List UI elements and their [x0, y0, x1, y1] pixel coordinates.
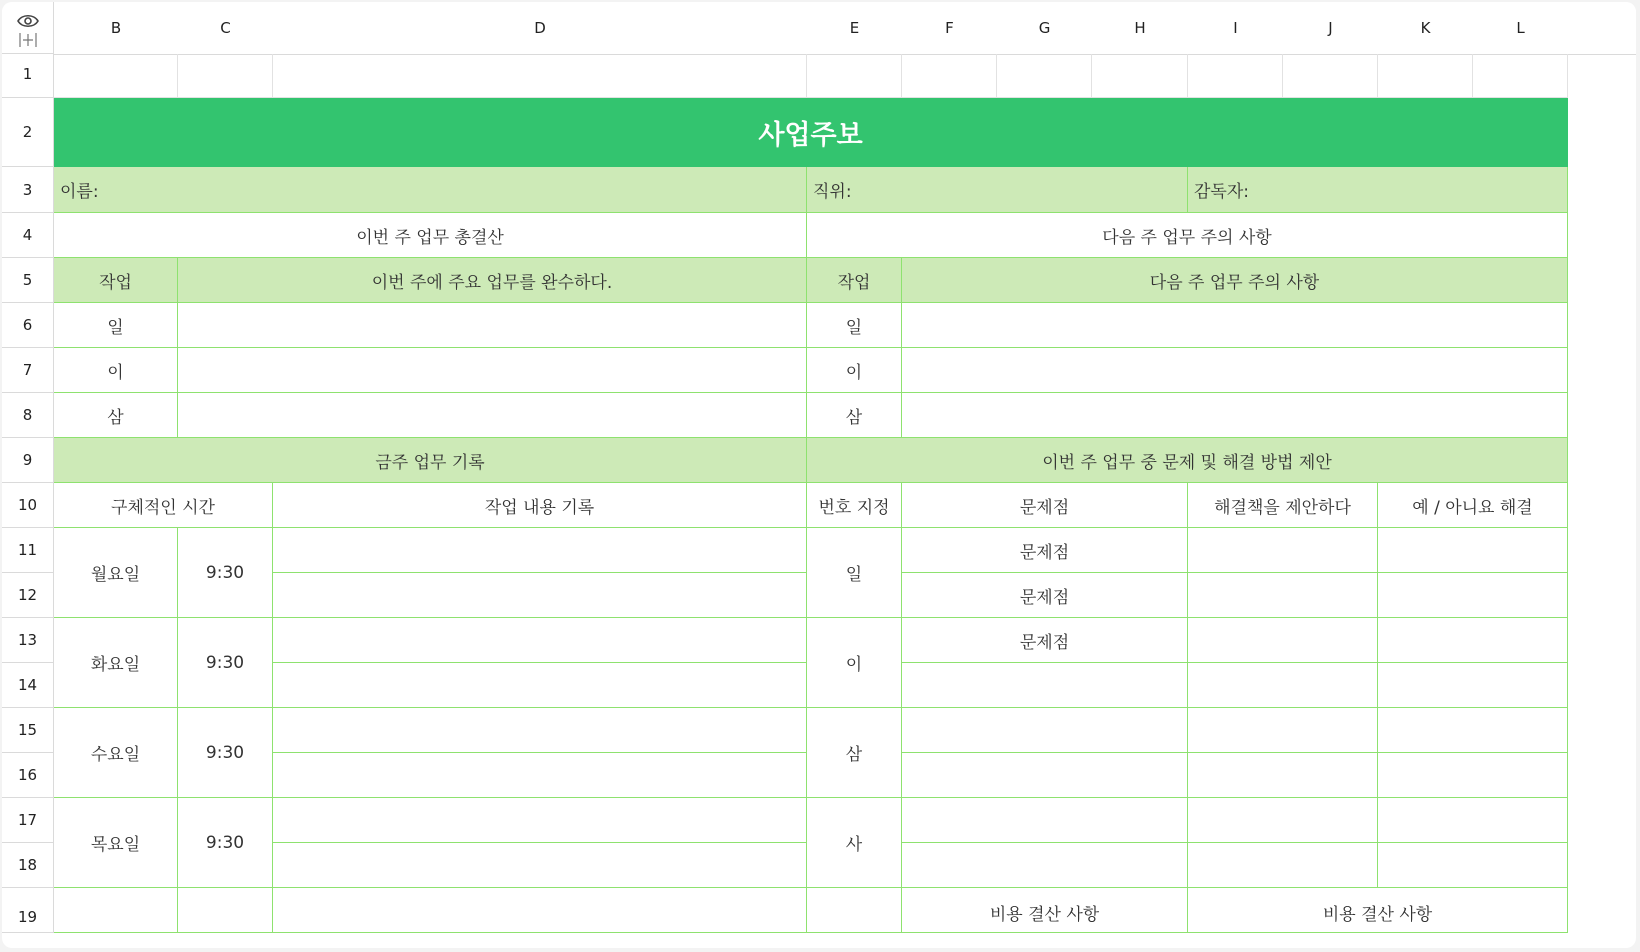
eye-icon[interactable]	[17, 13, 39, 29]
yes-no-cell[interactable]	[1378, 843, 1568, 888]
day-cell[interactable]: 화요일	[54, 618, 178, 708]
row-header-11[interactable]: 11	[2, 528, 54, 573]
column-header-k[interactable]: K	[1378, 2, 1474, 55]
time-cell[interactable]: 9:30	[178, 618, 273, 708]
sheet-corner[interactable]	[2, 2, 54, 54]
row-header-5[interactable]: 5	[2, 258, 54, 303]
next-week-header[interactable]: 다음 주 업무 주의 사항	[902, 258, 1568, 303]
work-content-cell[interactable]	[273, 528, 807, 573]
yes-no-cell[interactable]	[1378, 573, 1568, 618]
cell-k1[interactable]	[1378, 54, 1473, 98]
problem-cell[interactable]: 문제점	[902, 618, 1188, 663]
next-task-number-cell[interactable]: 이	[807, 348, 902, 393]
task-number-cell[interactable]: 일	[54, 303, 178, 348]
column-header-h[interactable]: H	[1092, 2, 1189, 55]
work-content-cell[interactable]	[273, 798, 807, 843]
row-header-15[interactable]: 15	[2, 708, 54, 753]
expense-summary-cell-right[interactable]: 비용 결산 사항	[1188, 888, 1568, 933]
work-content-cell[interactable]	[273, 573, 807, 618]
solution-cell[interactable]	[1188, 708, 1378, 753]
time-cell[interactable]: 9:30	[178, 798, 273, 888]
task-entry-cell[interactable]	[178, 303, 807, 348]
task-entry-cell[interactable]	[178, 393, 807, 438]
solution-cell[interactable]	[1188, 798, 1378, 843]
number-assign-header[interactable]: 번호 지정	[807, 483, 902, 528]
row-header-1[interactable]: 1	[2, 54, 54, 98]
problem-number-cell[interactable]: 삼	[807, 708, 902, 798]
row-header-7[interactable]: 7	[2, 348, 54, 393]
solution-cell[interactable]	[1188, 753, 1378, 798]
column-header-i[interactable]: I	[1188, 2, 1284, 55]
row-header-18[interactable]: 18	[2, 843, 54, 888]
work-content-cell[interactable]	[273, 708, 807, 753]
work-log-heading[interactable]: 금주 업무 기록	[54, 438, 807, 483]
cell-f1[interactable]	[902, 54, 997, 98]
yes-no-cell[interactable]	[1378, 708, 1568, 753]
problem-cell[interactable]	[902, 708, 1188, 753]
column-header-e[interactable]: E	[807, 2, 903, 55]
column-header-j[interactable]: J	[1283, 2, 1379, 55]
cell-e1[interactable]	[807, 54, 902, 98]
row-header-3[interactable]: 3	[2, 167, 54, 213]
cell-e19[interactable]	[807, 888, 902, 933]
solution-cell[interactable]	[1188, 843, 1378, 888]
cell-g1[interactable]	[997, 54, 1092, 98]
expense-summary-cell[interactable]: 비용 결산 사항	[902, 888, 1188, 933]
row-header-4[interactable]: 4	[2, 213, 54, 258]
next-task-number-cell[interactable]: 일	[807, 303, 902, 348]
task-number-cell[interactable]: 삼	[54, 393, 178, 438]
problem-cell[interactable]: 문제점	[902, 528, 1188, 573]
cell-j1[interactable]	[1283, 54, 1378, 98]
row-header-10[interactable]: 10	[2, 483, 54, 528]
name-label[interactable]: 이름:	[54, 167, 807, 213]
problem-cell[interactable]	[902, 753, 1188, 798]
task-header-right[interactable]: 작업	[807, 258, 902, 303]
problem-cell[interactable]	[902, 663, 1188, 708]
column-header-d[interactable]: D	[273, 2, 808, 55]
problems-section-heading[interactable]: 이번 주 업무 중 문제 및 해결 방법 제안	[807, 438, 1568, 483]
report-title[interactable]: 사업주보	[54, 98, 1568, 167]
solution-header[interactable]: 해결책을 제안하다	[1188, 483, 1378, 528]
task-entry-cell[interactable]	[178, 348, 807, 393]
task-number-cell[interactable]: 이	[54, 348, 178, 393]
yes-no-cell[interactable]	[1378, 663, 1568, 708]
problem-cell[interactable]	[902, 798, 1188, 843]
work-content-header[interactable]: 작업 내용 기록	[273, 483, 807, 528]
row-header-9[interactable]: 9	[2, 438, 54, 483]
cell-b1[interactable]	[54, 54, 178, 98]
cell-d19[interactable]	[273, 888, 807, 933]
cell-i1[interactable]	[1188, 54, 1283, 98]
row-header-2[interactable]: 2	[2, 98, 54, 167]
work-content-cell[interactable]	[273, 618, 807, 663]
solution-cell[interactable]	[1188, 663, 1378, 708]
row-header-14[interactable]: 14	[2, 663, 54, 708]
row-header-12[interactable]: 12	[2, 573, 54, 618]
column-header-c[interactable]: C	[178, 2, 274, 55]
row-header-17[interactable]: 17	[2, 798, 54, 843]
day-cell[interactable]: 수요일	[54, 708, 178, 798]
cell-h1[interactable]	[1092, 54, 1188, 98]
day-cell[interactable]: 월요일	[54, 528, 178, 618]
cell-l1[interactable]	[1473, 54, 1568, 98]
cell-c19[interactable]	[178, 888, 273, 933]
cell-c1[interactable]	[178, 54, 273, 98]
next-task-entry-cell[interactable]	[902, 348, 1568, 393]
yes-no-header[interactable]: 예 / 아니요 해결	[1378, 483, 1568, 528]
time-cell[interactable]: 9:30	[178, 708, 273, 798]
yes-no-cell[interactable]	[1378, 753, 1568, 798]
problem-number-cell[interactable]: 일	[807, 528, 902, 618]
work-content-cell[interactable]	[273, 663, 807, 708]
column-header-f[interactable]: F	[902, 2, 998, 55]
row-header-16[interactable]: 16	[2, 753, 54, 798]
work-content-cell[interactable]	[273, 753, 807, 798]
cell-d1[interactable]	[273, 54, 807, 98]
problem-cell[interactable]	[902, 843, 1188, 888]
row-header-6[interactable]: 6	[2, 303, 54, 348]
row-header-13[interactable]: 13	[2, 618, 54, 663]
problem-number-cell[interactable]: 사	[807, 798, 902, 888]
solution-cell[interactable]	[1188, 618, 1378, 663]
column-header-l[interactable]: L	[1473, 2, 1569, 55]
column-header-blank	[1568, 2, 1636, 55]
next-task-entry-cell[interactable]	[902, 303, 1568, 348]
problem-cell[interactable]: 문제점	[902, 573, 1188, 618]
spreadsheet	[2, 2, 1636, 948]
cell-b19[interactable]	[54, 888, 178, 933]
summary-this-week-heading[interactable]: 이번 주 업무 총결산	[54, 213, 807, 258]
solution-cell[interactable]	[1188, 528, 1378, 573]
specific-time-header[interactable]: 구체적인 시간	[54, 483, 273, 528]
supervisor-label[interactable]: 감독자:	[1188, 167, 1568, 213]
next-task-number-cell[interactable]: 삼	[807, 393, 902, 438]
time-cell[interactable]: 9:30	[178, 528, 273, 618]
solution-cell[interactable]	[1188, 573, 1378, 618]
yes-no-cell[interactable]	[1378, 798, 1568, 843]
complete-main-tasks-header[interactable]: 이번 주에 주요 업무를 완수하다.	[178, 258, 807, 303]
problem-number-cell[interactable]: 이	[807, 618, 902, 708]
row-header-8[interactable]: 8	[2, 393, 54, 438]
yes-no-cell[interactable]	[1378, 528, 1568, 573]
work-content-cell[interactable]	[273, 843, 807, 888]
task-header-left[interactable]: 작업	[54, 258, 178, 303]
freeze-icon[interactable]	[18, 33, 38, 47]
day-cell[interactable]: 목요일	[54, 798, 178, 888]
next-task-entry-cell[interactable]	[902, 393, 1568, 438]
next-week-notes-heading[interactable]: 다음 주 업무 주의 사항	[807, 213, 1568, 258]
column-header-b[interactable]: B	[54, 2, 179, 55]
yes-no-cell[interactable]	[1378, 618, 1568, 663]
problem-header[interactable]: 문제점	[902, 483, 1188, 528]
row-header-19[interactable]: 19	[2, 888, 54, 933]
position-label[interactable]: 직위:	[807, 167, 1188, 213]
column-header-g[interactable]: G	[997, 2, 1093, 55]
